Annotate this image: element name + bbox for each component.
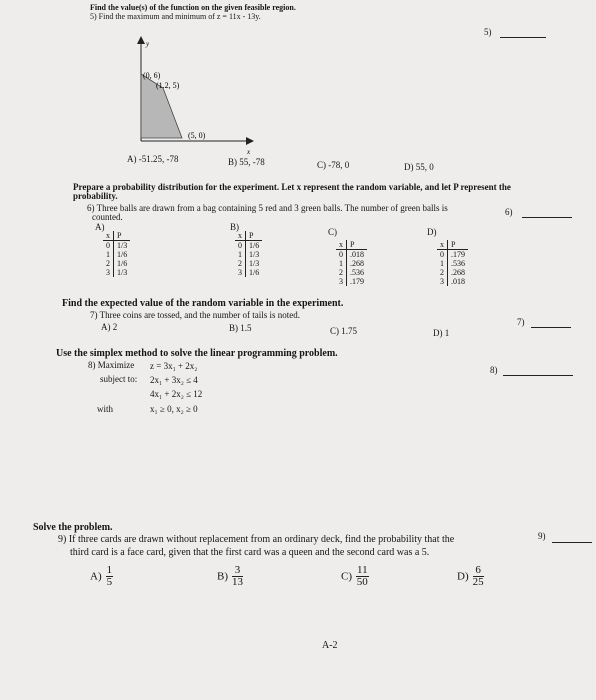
table-row: 2 .268 — [437, 268, 468, 277]
q7-choice-d: D) 1 — [433, 328, 450, 338]
q5-choice-b: B) 55, -78 — [228, 157, 265, 167]
q8-number: 8) — [490, 365, 498, 375]
q6-number: 6) — [505, 207, 513, 217]
q9-number: 9) — [538, 531, 546, 541]
q8-with-label: with — [97, 404, 114, 414]
q5-feasible-region-graph — [120, 30, 270, 160]
vertex-label-5-0: (5, 0) — [188, 131, 206, 140]
table-row: 3 .018 — [437, 277, 468, 286]
q6-table-b: x P 0 1/6 1 1/3 2 1/3 3 1/6 — [235, 231, 262, 277]
q5-prompt: 5) Find the maximum and minimum of z = 11x - 13y. — [90, 12, 261, 21]
q5-choice-c: C) -78, 0 — [317, 160, 350, 170]
q7-instruction: Find the expected value of the random variable in the experiment. — [62, 298, 344, 309]
q8-instruction: Use the simplex method to solve the linear programming problem. — [56, 348, 338, 359]
q8-nonneg-constraint: x₁ ≥ 0, x₂ ≥ 0 — [150, 404, 198, 414]
table-row: 1 .268 — [336, 259, 367, 268]
q7-answer-blank — [531, 327, 571, 328]
q8-objective: z = 3x₁ + 2x₂ — [150, 361, 198, 371]
vertex-label-1.2-5: (1.2, 5) — [156, 81, 180, 90]
q7-choice-a: A) 2 — [101, 322, 118, 332]
q7-choice-b: B) 1.5 — [229, 323, 252, 333]
table-row: 1 1/3 — [235, 250, 262, 259]
q9-choice-c: C) $\frac{11}{50}$ — [341, 564, 368, 588]
q6-label-d: D) — [427, 227, 437, 237]
table-row: 0 1/3 — [103, 241, 130, 251]
q7-prompt: 7) Three coins are tossed, and the number of tails is noted. — [90, 310, 301, 320]
x-axis-arrow — [246, 137, 254, 145]
q8-answer-blank — [503, 375, 573, 376]
q9-instruction: Solve the problem. — [33, 522, 113, 533]
fraction: $\frac{6}{25}$ — [472, 564, 484, 588]
y-axis-arrow — [137, 36, 145, 44]
table-row: 1 .536 — [437, 259, 468, 268]
q6-table-c: x P 0 .018 1 .268 2 .536 3 .179 — [336, 240, 367, 286]
table-row: 2 1/6 — [103, 259, 130, 268]
q6-table-a: x P 0 1/3 1 1/6 2 1/6 3 1/3 — [103, 231, 130, 277]
q6-prompt-cont: counted. — [92, 212, 123, 222]
vertex-label-0-6: (0, 6) — [143, 71, 161, 80]
q5-number: 5) — [484, 27, 492, 37]
q5-choice-a: A) -51.25, -78 — [127, 154, 179, 164]
q6-prompt: 6) Three balls are drawn from a bag containing 5 red and 3 green balls. The number of green balls is — [87, 203, 448, 213]
q6-instruction-cont: probability. — [73, 191, 118, 201]
q6-instruction: Prepare a probability distribution for the experiment. Let x represent the random variable, and let P represent the — [73, 182, 511, 192]
table-row: 3 1/6 — [235, 268, 262, 277]
q9-choice-d: D) $\frac{6}{25}$ — [457, 564, 484, 588]
table-row: 2 1/3 — [235, 259, 262, 268]
fraction: $\frac{1}{5}$ — [106, 564, 113, 588]
fraction: $\frac{3}{13}$ — [232, 564, 243, 588]
table-row: 2 .536 — [336, 268, 367, 277]
q5-choice-d: D) 55, 0 — [404, 162, 434, 172]
q9-prompt: 9) If three cards are drawn without replacement from an ordinary deck, find the probability that the — [58, 534, 455, 545]
q7-number: 7) — [517, 317, 525, 327]
q6-answer-blank — [522, 217, 572, 218]
q6-label-c: C) — [328, 227, 337, 237]
q5-instruction: Find the value(s) of the function on the given feasible region. — [90, 3, 296, 12]
q6-table-d: x P 0 .179 1 .536 2 .268 3 .018 — [437, 240, 468, 286]
table-row: 1 1/6 — [103, 250, 130, 259]
q8-constraint-1: 2x₁ + 3x₂ ≤ 4 — [150, 375, 198, 385]
q9-choice-a: A) $\frac{1}{5}$ — [90, 564, 113, 588]
table-row: 3 .179 — [336, 277, 367, 286]
q9-choice-b: B) $\frac{3}{13}$ — [217, 564, 243, 588]
q9-answer-blank — [552, 542, 592, 543]
page-number: A-2 — [322, 640, 338, 651]
q9-prompt-cont: third card is a face card, given that the first card was a queen and the second card was a 5. — [70, 547, 430, 558]
table-row: 0 1/6 — [235, 241, 262, 251]
table-row: 3 1/3 — [103, 268, 130, 277]
y-axis-label: y — [146, 40, 150, 48]
table-row: 0 .018 — [336, 250, 367, 260]
q6-label-b: B) — [230, 222, 239, 232]
table-row: 0 .179 — [437, 250, 468, 260]
q5-answer-blank — [500, 37, 546, 38]
q8-constraint-2: 4x₁ + 2x₂ ≤ 12 — [150, 389, 203, 399]
q7-choice-c: C) 1.75 — [330, 326, 357, 336]
fraction: $\frac{11}{50}$ — [356, 564, 368, 588]
q8-maximize-label: 8) Maximize — [88, 360, 135, 370]
q6-label-a: A) — [95, 222, 105, 232]
x-axis-label: x — [247, 148, 251, 156]
q8-subject-label: subject to: — [100, 374, 138, 384]
